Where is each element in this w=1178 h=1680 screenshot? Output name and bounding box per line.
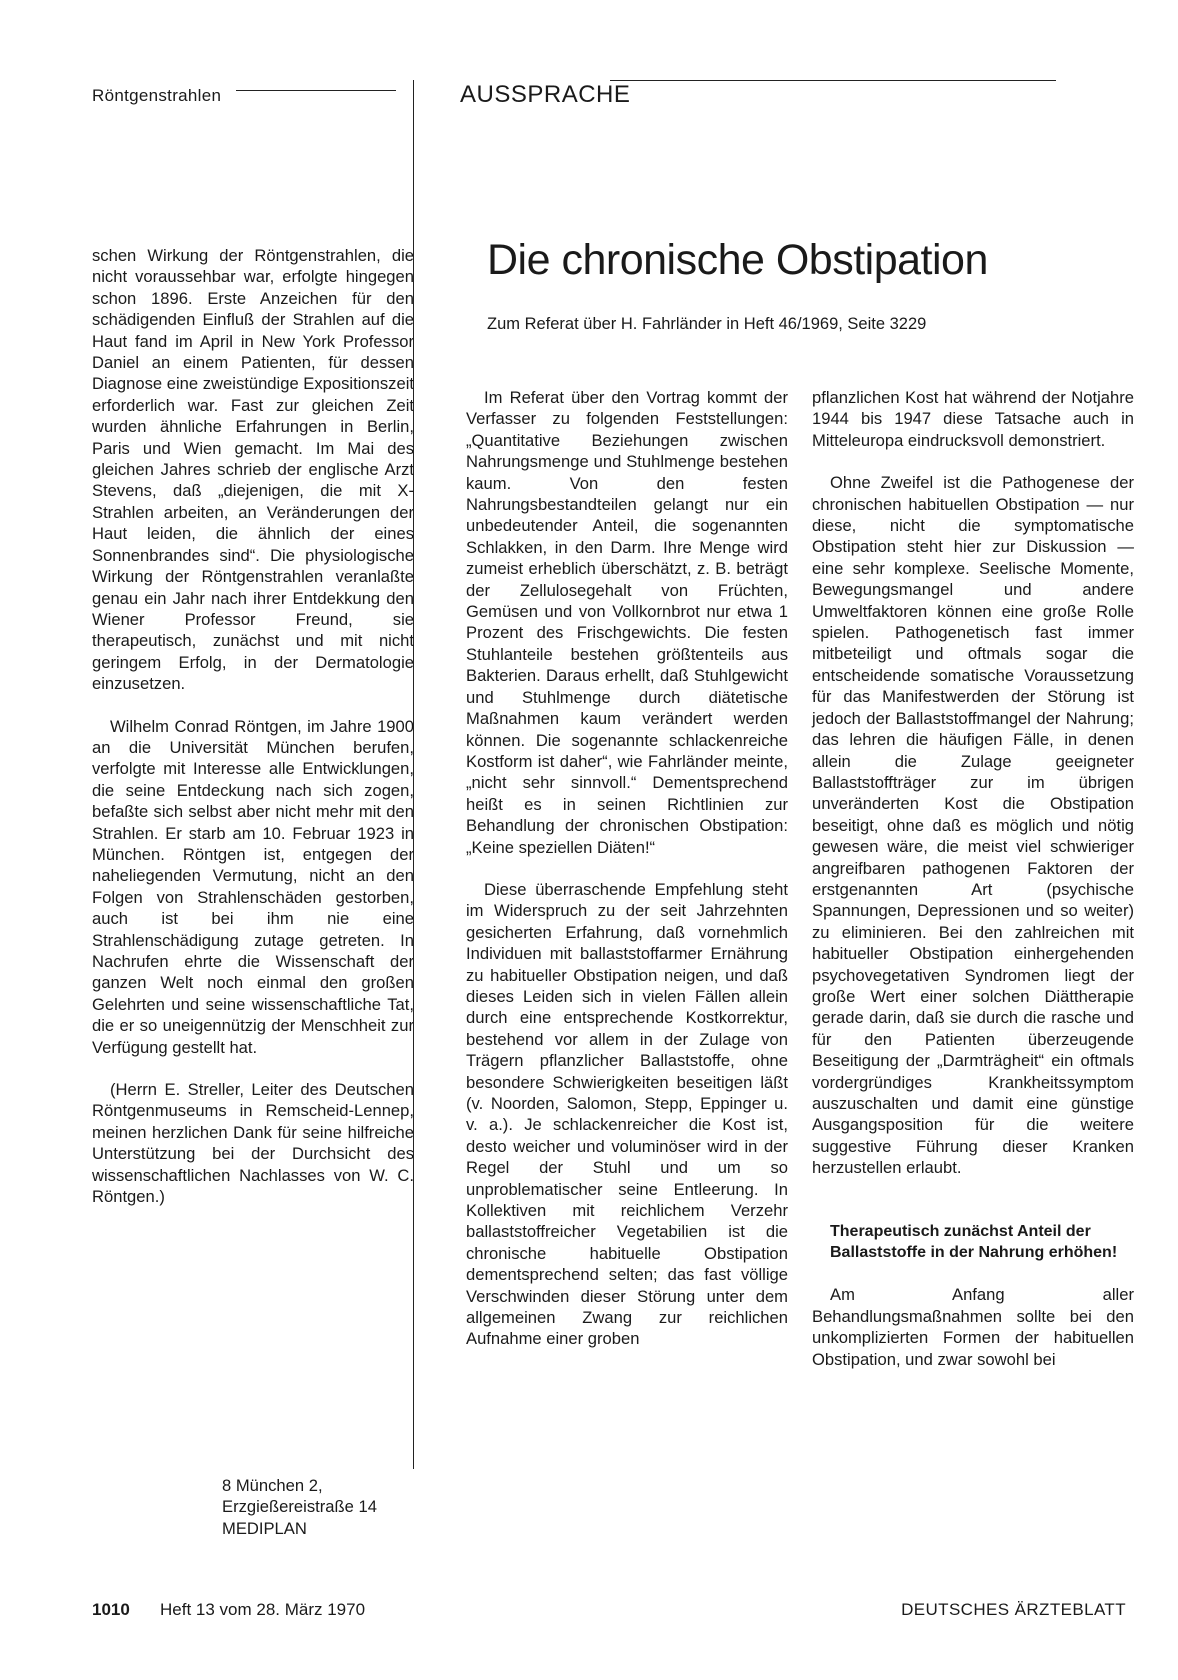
left-paragraph-2: Wilhelm Conrad Röntgen, im Jahre 1900 an die Universität München berufen, verfolgte mit Interesse alle Entwicklungen, die seine Entdeckung nach sich zogen, befaßte sich selbst aber nicht mehr mit den Strahlen. Er starb am 10. Februar 1923 in München. Röntgen ist, entgegen der naheliegenden Vermutung, nicht an den Folgen von Strahlenschäden gestorben, auch ist bei ihm nie eine Strahlenschädigung zutage getreten. In Nachrufen ehrte die Wissenschaft der ganzen Welt noch einmal den großen Gelehrten und seine wissenschaftliche Tat, die er so uneigennützig der Menschheit zur Verfügung gestellt hat. — [92, 716, 414, 1057]
right-column — [812, 387, 1134, 1370]
middle-paragraph-1: Im Referat über den Vortrag kommt der Verfasser zu folgenden Feststellungen: „Quantitative Beziehungen zwischen Nahrungsmenge und Stuhlmenge bestehen kaum. Von den festen Nahrungsbestandteilen gelangt nur ein unbedeutender Anteil, die sogenannten Schlakken, in den Darm. Ihre Menge wird zumeist erheblich überschätzt, z. B. beträgt der Zellulosegehalt von Früchten, Gemüsen und von Vollkornbrot nur etwa 1 Prozent des Frischgewichts. Die festen Stuhlanteile bestehen größtenteils aus Bakterien. Daraus erhellt, daß Stuhlgewicht und Stuhlmenge durch diätetische Maßnahmen kaum verändert werden können. Die sogenannte schlackenreiche Kostform ist daher“, wie Fahrländer meinte, „nicht sehr sinnvoll.“ Dementsprechend heißt es in seinen Richtlinien zur Behandlung der chronischen Obstipation: „Keine speziellen Diäten!“ — [466, 388, 788, 857]
page-number: 1010 — [92, 1600, 130, 1619]
issue-info: Heft 13 vom 28. März 1970 — [160, 1600, 366, 1619]
section-label-right: AUSSPRACHE — [460, 81, 631, 108]
article-title: Die chronische Obstipation — [487, 236, 988, 284]
right-paragraph-1: pflanzlichen Kost hat während der Notjahre 1944 bis 1947 diese Tatsache auch in Mitteleuropa eindrucksvoll demonstriert. — [812, 388, 1134, 450]
address-line-2: Erzgießereistraße 14 — [222, 1497, 377, 1517]
section-heading: Therapeutisch zunächst Anteil der Ballaststoffe in der Nahrung erhöhen! — [830, 1222, 1118, 1262]
address-line-1: 8 München 2, — [222, 1476, 323, 1495]
header-rule-right — [610, 80, 1056, 81]
article-subtitle: Zum Referat über H. Fahrländer in Heft 46/1969, Seite 3229 — [487, 315, 927, 333]
address-line-3: MEDIPLAN — [222, 1518, 307, 1538]
journal-name: DEUTSCHES ÄRZTEBLATT — [901, 1600, 1126, 1619]
left-paragraph-1: schen Wirkung der Röntgenstrahlen, die nicht voraussehbar war, erfolgte hingegen schon 1896. Erste Anzeichen für den schädigenden Einfluß der Strahlen auf die Haut fand im April in New York Professor Daniel an einem Patienten, für dessen Diagnose eine zweistündige Expositionszeit erforderlich war. Fast zur gleichen Zeit wurden ähnliche Erfahrungen in Berlin, Paris und Wien gemacht. Im Mai des gleichen Jahres schrieb der englische Arzt Stevens, daß „diejenigen, die mit X-Strahlen arbeiten, an Veränderungen der Haut leiden, die ähnlich der eines Sonnenbrandes sind“. Die physiologische Wirkung der Röntgenstrahlen veranlaßte genau ein Jahr nach ihrer Entdekkung den Wiener Professor Freund, sie therapeutisch, zunächst und mit nicht geringem Erfolg, in der Dermatologie einzusetzen. — [92, 246, 414, 694]
header-rule-left — [236, 90, 396, 91]
author-address — [222, 1475, 377, 1539]
left-paragraph-3: (Herrn E. Streller, Leiter des Deutschen Röntgenmuseums in Remscheid-Lennep, meinen herzlichen Dank für seine hilfreiche Unterstützung bei der Durchsicht des wissenschaftlichen Nachlasses von W. C. Röntgen.) — [92, 1080, 414, 1207]
right-paragraph-3: Am Anfang aller Behandlungsmaßnahmen sollte bei den unkomplizierten Formen der habituellen Obstipation, und zwar sowohl bei — [812, 1285, 1134, 1369]
middle-column — [466, 387, 788, 1350]
right-paragraph-2: Ohne Zweifel ist die Pathogenese der chronischen habituellen Obstipation — nur diese, nicht die symptomatische Obstipation steht hier zur Diskussion — eine sehr komplexe. Seelische Momente, Bewegungsmangel und andere Umweltfaktoren können eine große Rolle spielen. Pathogenetisch fast immer mitbeteiligt und oftmals sogar die entscheidende somatische Voraussetzung für das Manifestwerden der Störung ist jedoch der Ballaststoffmangel der Nahrung; das lehren die häufigen Fälle, in denen allein die Zulage geeigneter Ballaststoffträger zur im übrigen unveränderten Kost die Obstipation beseitigt, ohne daß es möglich und nötig gewesen wäre, die meist viel schwieriger angreifbaren pathogenen Faktoren der erstgenannten Art (psychische Spannungen, Depressionen und so weiter) zu eliminieren. Bei den zahlreichen mit habitueller Obstipation einhergehenden psychovegetativen Syndromen liegt der große Wert einer solchen Diättherapie gerade darin, daß sie durch die rasche und für den Patienten überzeugende Beseitigung der „Darmträgheit“ ein oftmals vordergründiges Krankheitssymptom auszuschalten und damit eine günstige Ausgangsposition für die weitere suggestive Führung dieser Kranken herzustellen erlaubt. — [812, 473, 1134, 1178]
left-column — [92, 245, 414, 1207]
middle-paragraph-2: Diese überraschende Empfehlung steht im Widerspruch zu der seit Jahrzehnten gesicherten Erfahrung, daß vornehmlich Individuen mit ballaststoffarmer Ernährung zu habitueller Obstipation neigen, und daß dieses Leiden sich in vielen Fällen allein durch eine entsprechende Kostkorrektur, bestehend vor allem in der Zulage von Trägern pflanzlicher Ballaststoffe, ohne besondere Schwierigkeiten beseitigen läßt (v. Noorden, Salomon, Stepp, Eppinger u. v. a.). Je schlackenreicher die Kost ist, desto weicher und voluminöser wird in der Regel der Stuhl und um so unproblematischer seine Entleerung. In Kollektiven mit reichlichem Verzehr ballaststoffreicher Vegetabilien ist die chronische habituelle Obstipation dementsprechend selten; das fast völlige Verschwinden dieser Störung unter dem allgemeinen Zwang zur reichlichen Aufnahme einer groben — [466, 879, 788, 1349]
section-label-left: Röntgenstrahlen — [92, 86, 222, 105]
